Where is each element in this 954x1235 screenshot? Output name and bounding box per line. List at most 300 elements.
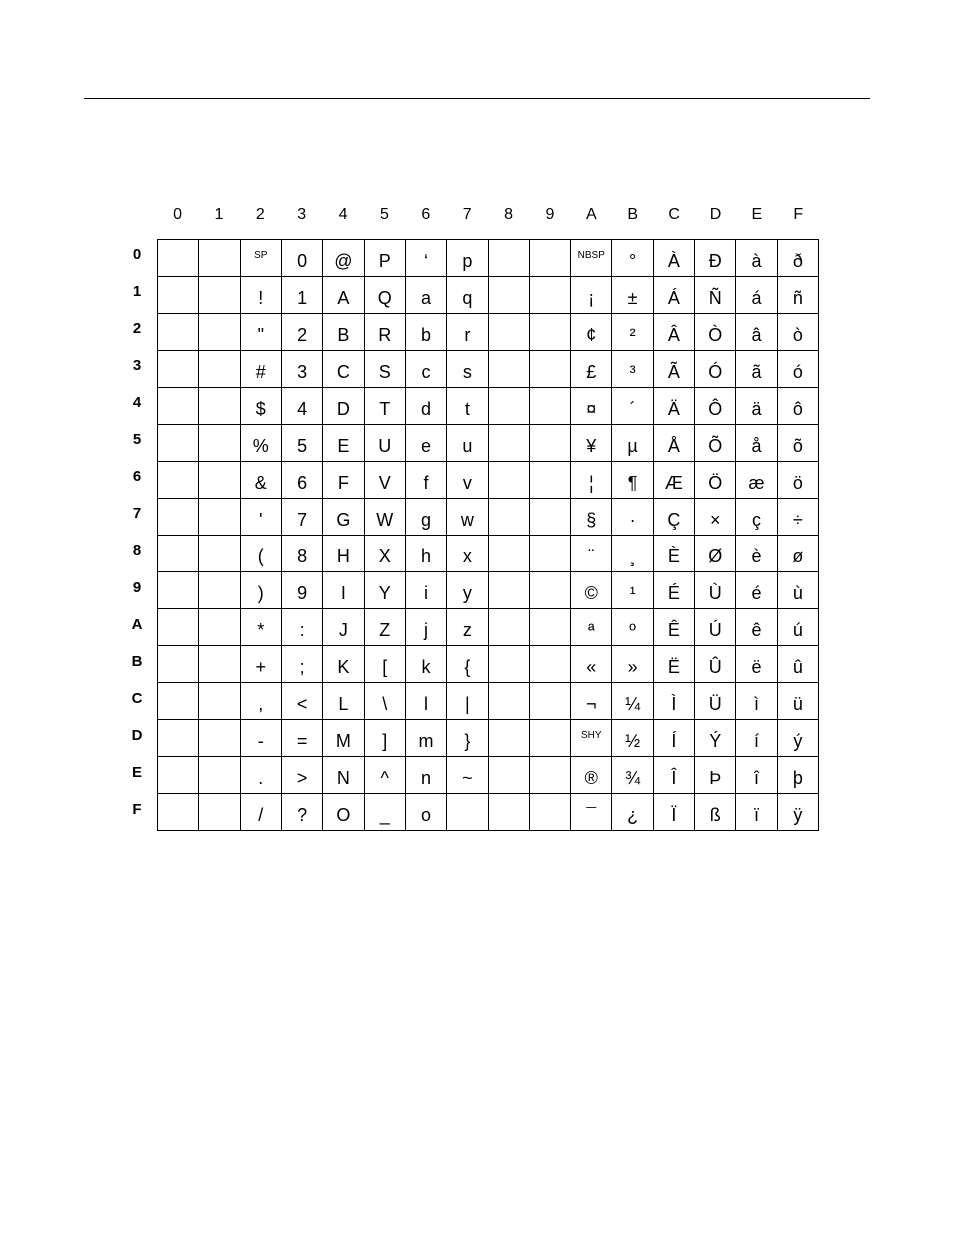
character-cell [158, 498, 199, 535]
table-row [158, 720, 819, 757]
character-cell [777, 461, 818, 498]
character-cell [653, 683, 694, 720]
table-row [158, 424, 819, 461]
character-glyph: ö [792, 472, 803, 493]
character-cell [281, 572, 322, 609]
column-header: 5 [380, 206, 389, 223]
character-cell [323, 572, 364, 609]
character-glyph: u [462, 435, 473, 456]
character-glyph: Y [378, 583, 391, 604]
character-glyph: ' [259, 509, 263, 530]
character-cell [612, 424, 653, 461]
character-glyph: U [378, 435, 392, 456]
character-cell [405, 609, 446, 646]
character-cell [240, 424, 281, 461]
character-cell [653, 313, 694, 350]
character-glyph: Ú [708, 620, 722, 641]
character-glyph: ( [257, 546, 264, 567]
character-glyph: f [423, 472, 429, 493]
character-glyph: SHY [581, 730, 602, 742]
character-glyph: L [338, 694, 349, 715]
character-glyph: ü [792, 694, 803, 715]
character-glyph: ó [792, 361, 803, 382]
character-cell [323, 424, 364, 461]
character-cell [736, 535, 777, 572]
column-header: 8 [504, 206, 514, 223]
character-cell [653, 424, 694, 461]
character-cell [323, 757, 364, 794]
character-cell [736, 572, 777, 609]
character-cell [281, 240, 322, 277]
character-cell [281, 387, 322, 424]
character-cell [653, 461, 694, 498]
character-cell [488, 350, 529, 387]
column-header: 6 [421, 206, 431, 223]
character-glyph: m [418, 731, 434, 752]
character-cell [405, 572, 446, 609]
character-glyph: ; [299, 657, 305, 678]
character-cell [653, 498, 694, 535]
character-cell [158, 461, 199, 498]
character-cell [653, 240, 694, 277]
character-cell [240, 276, 281, 313]
character-cell [447, 461, 488, 498]
character-cell [488, 461, 529, 498]
character-table [157, 239, 819, 831]
character-cell [612, 276, 653, 313]
character-glyph: µ [627, 435, 638, 456]
character-cell [405, 683, 446, 720]
character-glyph: Ï [671, 805, 677, 826]
character-glyph: Ý [709, 731, 722, 752]
character-glyph: N [336, 768, 350, 789]
character-glyph: Â [667, 324, 680, 345]
character-cell [240, 535, 281, 572]
character-cell [571, 350, 612, 387]
character-glyph: ê [751, 620, 762, 641]
character-cell [364, 535, 405, 572]
character-glyph: Ë [667, 657, 680, 678]
character-glyph: Ê [667, 620, 680, 641]
character-cell [447, 387, 488, 424]
character-cell [199, 461, 240, 498]
character-cell [777, 498, 818, 535]
character-glyph: ¥ [586, 435, 597, 456]
character-glyph: V [378, 472, 391, 493]
character-glyph: à [751, 250, 762, 271]
character-cell [777, 794, 818, 831]
character-glyph: # [255, 361, 266, 382]
table-row [158, 387, 819, 424]
character-cell [777, 720, 818, 757]
character-glyph: J [338, 620, 348, 641]
character-cell [695, 535, 736, 572]
character-cell [158, 350, 199, 387]
character-glyph: é [751, 583, 762, 604]
character-glyph: î [754, 768, 760, 789]
character-cell [488, 535, 529, 572]
character-cell [240, 794, 281, 831]
character-glyph: g [421, 509, 432, 530]
character-cell [281, 794, 322, 831]
character-glyph: Ä [667, 398, 680, 419]
character-glyph: 5 [297, 435, 308, 456]
character-cell [529, 646, 570, 683]
character-cell [612, 313, 653, 350]
row-header: C [131, 689, 143, 707]
character-glyph: = [296, 731, 308, 752]
character-cell [777, 535, 818, 572]
character-cell [777, 572, 818, 609]
character-cell [158, 720, 199, 757]
table-row [158, 609, 819, 646]
character-cell [612, 720, 653, 757]
character-cell [695, 461, 736, 498]
character-glyph: 3 [297, 361, 308, 382]
character-cell [653, 609, 694, 646]
character-cell [695, 683, 736, 720]
character-cell [653, 720, 694, 757]
character-glyph: ý [793, 731, 803, 752]
character-glyph: × [709, 509, 721, 530]
character-cell [405, 535, 446, 572]
character-glyph: y [462, 583, 472, 604]
character-glyph: ß [709, 805, 721, 826]
character-glyph: ì [754, 694, 760, 715]
character-cell [199, 757, 240, 794]
character-cell [571, 276, 612, 313]
character-glyph: ) [257, 583, 264, 604]
character-cell [240, 240, 281, 277]
character-glyph: Ñ [708, 287, 722, 308]
character-cell [695, 350, 736, 387]
character-cell [240, 498, 281, 535]
character-glyph: º [629, 620, 636, 641]
character-glyph: r [464, 324, 471, 345]
character-glyph: S [378, 361, 391, 382]
character-cell [529, 240, 570, 277]
character-cell [323, 609, 364, 646]
row-header: F [132, 800, 142, 818]
column-header: 3 [297, 206, 307, 223]
character-cell [736, 424, 777, 461]
character-cell [529, 609, 570, 646]
character-glyph: _ [379, 805, 390, 826]
character-glyph: è [751, 546, 762, 567]
character-glyph: , [258, 694, 264, 715]
character-cell [405, 646, 446, 683]
character-cell [323, 794, 364, 831]
row-header: 5 [132, 431, 142, 449]
character-glyph: í [754, 731, 760, 752]
table-row [158, 572, 819, 609]
character-cell [571, 461, 612, 498]
character-cell [158, 276, 199, 313]
character-cell [281, 757, 322, 794]
character-cell [571, 683, 612, 720]
character-cell [447, 757, 488, 794]
character-glyph: * [257, 620, 265, 641]
character-cell [529, 683, 570, 720]
character-cell [240, 683, 281, 720]
character-cell [695, 757, 736, 794]
character-glyph: 9 [297, 583, 308, 604]
character-glyph: D [336, 398, 350, 419]
character-cell [158, 313, 199, 350]
character-cell [364, 240, 405, 277]
character-cell [405, 498, 446, 535]
character-cell [488, 424, 529, 461]
character-cell [736, 240, 777, 277]
character-glyph: 7 [297, 509, 308, 530]
character-cell [240, 720, 281, 757]
character-cell [199, 572, 240, 609]
character-glyph: | [465, 694, 470, 715]
character-cell [240, 609, 281, 646]
character-glyph: P [378, 250, 391, 271]
character-cell [405, 350, 446, 387]
character-glyph: ~ [462, 768, 473, 789]
character-cell [323, 276, 364, 313]
character-cell [695, 794, 736, 831]
character-cell [447, 350, 488, 387]
character-cell [777, 424, 818, 461]
character-glyph: ø [792, 546, 804, 567]
character-glyph: ? [297, 805, 308, 826]
table-row [158, 757, 819, 794]
character-cell [612, 683, 653, 720]
character-cell [364, 313, 405, 350]
character-glyph: ä [751, 398, 762, 419]
character-glyph: Á [667, 287, 680, 308]
character-cell [736, 313, 777, 350]
character-cell [364, 498, 405, 535]
character-cell [777, 240, 818, 277]
character-cell [571, 794, 612, 831]
character-glyph: ² [629, 324, 636, 345]
character-cell [405, 240, 446, 277]
character-glyph: 0 [297, 250, 308, 271]
character-cell [405, 424, 446, 461]
column-header: 7 [462, 206, 472, 223]
character-glyph: · [629, 509, 636, 530]
character-glyph: Ò [708, 324, 723, 345]
row-header: 7 [132, 505, 142, 523]
character-cell [199, 350, 240, 387]
character-glyph: p [462, 250, 473, 271]
character-cell [447, 424, 488, 461]
character-cell [488, 609, 529, 646]
character-glyph: v [462, 472, 472, 493]
character-glyph: . [258, 768, 264, 789]
character-glyph: ÿ [793, 805, 803, 826]
column-header: F [793, 206, 804, 223]
character-glyph: [ [382, 657, 388, 678]
character-glyph: SP [254, 249, 268, 261]
character-glyph: Ü [708, 694, 722, 715]
character-cell [612, 646, 653, 683]
character-cell [323, 240, 364, 277]
character-cell [323, 387, 364, 424]
character-cell [653, 794, 694, 831]
character-cell [695, 424, 736, 461]
character-glyph: k [421, 657, 431, 678]
character-glyph: ‘ [424, 250, 429, 271]
character-cell [281, 424, 322, 461]
character-glyph: > [296, 768, 308, 789]
character-glyph: Ç [667, 509, 681, 530]
character-cell [364, 794, 405, 831]
character-cell [364, 757, 405, 794]
character-cell [529, 572, 570, 609]
character-glyph: K [337, 657, 350, 678]
character-glyph: ¨ [588, 546, 595, 567]
character-cell [488, 646, 529, 683]
character-cell [364, 720, 405, 757]
character-glyph: < [296, 694, 308, 715]
character-cell [612, 498, 653, 535]
character-cell [653, 757, 694, 794]
character-cell [199, 609, 240, 646]
character-cell [488, 572, 529, 609]
character-cell [736, 461, 777, 498]
column-header: C [668, 206, 680, 223]
character-cell [612, 461, 653, 498]
character-glyph: ë [751, 657, 762, 678]
character-cell [364, 350, 405, 387]
character-cell [571, 240, 612, 277]
column-header: E [751, 206, 763, 223]
character-cell [736, 794, 777, 831]
character-cell [529, 461, 570, 498]
table-row [158, 276, 819, 313]
character-cell [240, 313, 281, 350]
character-cell [323, 535, 364, 572]
character-cell [447, 240, 488, 277]
character-cell [612, 794, 653, 831]
character-glyph: j [424, 620, 429, 641]
character-glyph: ¦ [588, 472, 594, 493]
character-cell [199, 646, 240, 683]
character-glyph: X [378, 546, 391, 567]
character-cell [571, 313, 612, 350]
character-glyph: B [337, 324, 350, 345]
row-header: 9 [132, 578, 142, 596]
character-cell [488, 498, 529, 535]
character-cell [447, 794, 488, 831]
character-glyph: á [751, 287, 762, 308]
character-glyph: E [337, 435, 350, 456]
character-glyph: \ [382, 694, 388, 715]
character-cell [158, 240, 199, 277]
character-cell [158, 424, 199, 461]
character-cell [653, 646, 694, 683]
character-cell [488, 683, 529, 720]
row-header: B [131, 652, 143, 670]
character-cell [488, 794, 529, 831]
character-glyph: ½ [625, 731, 641, 752]
character-cell [695, 240, 736, 277]
character-cell [240, 646, 281, 683]
character-cell [529, 424, 570, 461]
character-cell [695, 276, 736, 313]
character-cell [612, 757, 653, 794]
character-glyph: } [464, 731, 471, 752]
character-cell [695, 313, 736, 350]
character-glyph: Ö [708, 472, 723, 493]
character-cell [323, 720, 364, 757]
character-glyph: 1 [297, 287, 308, 308]
character-glyph: Ã [667, 361, 680, 382]
character-cell [736, 646, 777, 683]
character-cell [447, 720, 488, 757]
character-cell [571, 609, 612, 646]
character-glyph: ° [628, 250, 637, 271]
character-cell [653, 276, 694, 313]
character-cell [199, 424, 240, 461]
character-glyph: © [584, 583, 598, 604]
character-cell [736, 683, 777, 720]
character-cell [736, 276, 777, 313]
character-glyph: t [464, 398, 470, 419]
character-glyph: ¿ [627, 805, 639, 826]
character-glyph: G [336, 509, 351, 530]
character-cell [571, 498, 612, 535]
character-cell [488, 276, 529, 313]
character-glyph: Q [377, 287, 392, 308]
character-cell [736, 609, 777, 646]
character-glyph: ® [584, 768, 598, 789]
character-cell [199, 794, 240, 831]
character-cell [199, 720, 240, 757]
column-header: 4 [338, 206, 348, 223]
character-cell [447, 276, 488, 313]
character-glyph: ¡ [588, 287, 595, 308]
character-glyph: H [336, 546, 350, 567]
character-cell [736, 498, 777, 535]
character-cell [777, 646, 818, 683]
column-header: D [709, 206, 722, 223]
character-glyph: ¾ [625, 768, 641, 789]
character-glyph: + [255, 657, 267, 678]
row-header: 1 [132, 283, 142, 301]
character-glyph: Æ [664, 472, 683, 493]
character-glyph: - [257, 731, 264, 752]
character-cell [529, 720, 570, 757]
character-glyph: Þ [709, 768, 722, 789]
character-glyph: å [751, 435, 762, 456]
character-cell [777, 350, 818, 387]
character-glyph: Õ [708, 435, 723, 456]
character-glyph: Z [379, 620, 391, 641]
character-cell [323, 313, 364, 350]
character-cell [240, 350, 281, 387]
character-cell [199, 313, 240, 350]
character-cell [695, 387, 736, 424]
character-cell [447, 646, 488, 683]
column-header: B [627, 206, 639, 223]
character-cell [364, 572, 405, 609]
character-cell [364, 276, 405, 313]
row-header: A [131, 615, 143, 633]
character-cell [323, 498, 364, 535]
character-glyph: R [378, 324, 392, 345]
character-cell [405, 720, 446, 757]
character-cell [240, 572, 281, 609]
character-cell [529, 535, 570, 572]
character-glyph: ¹ [629, 583, 636, 604]
character-cell [695, 720, 736, 757]
